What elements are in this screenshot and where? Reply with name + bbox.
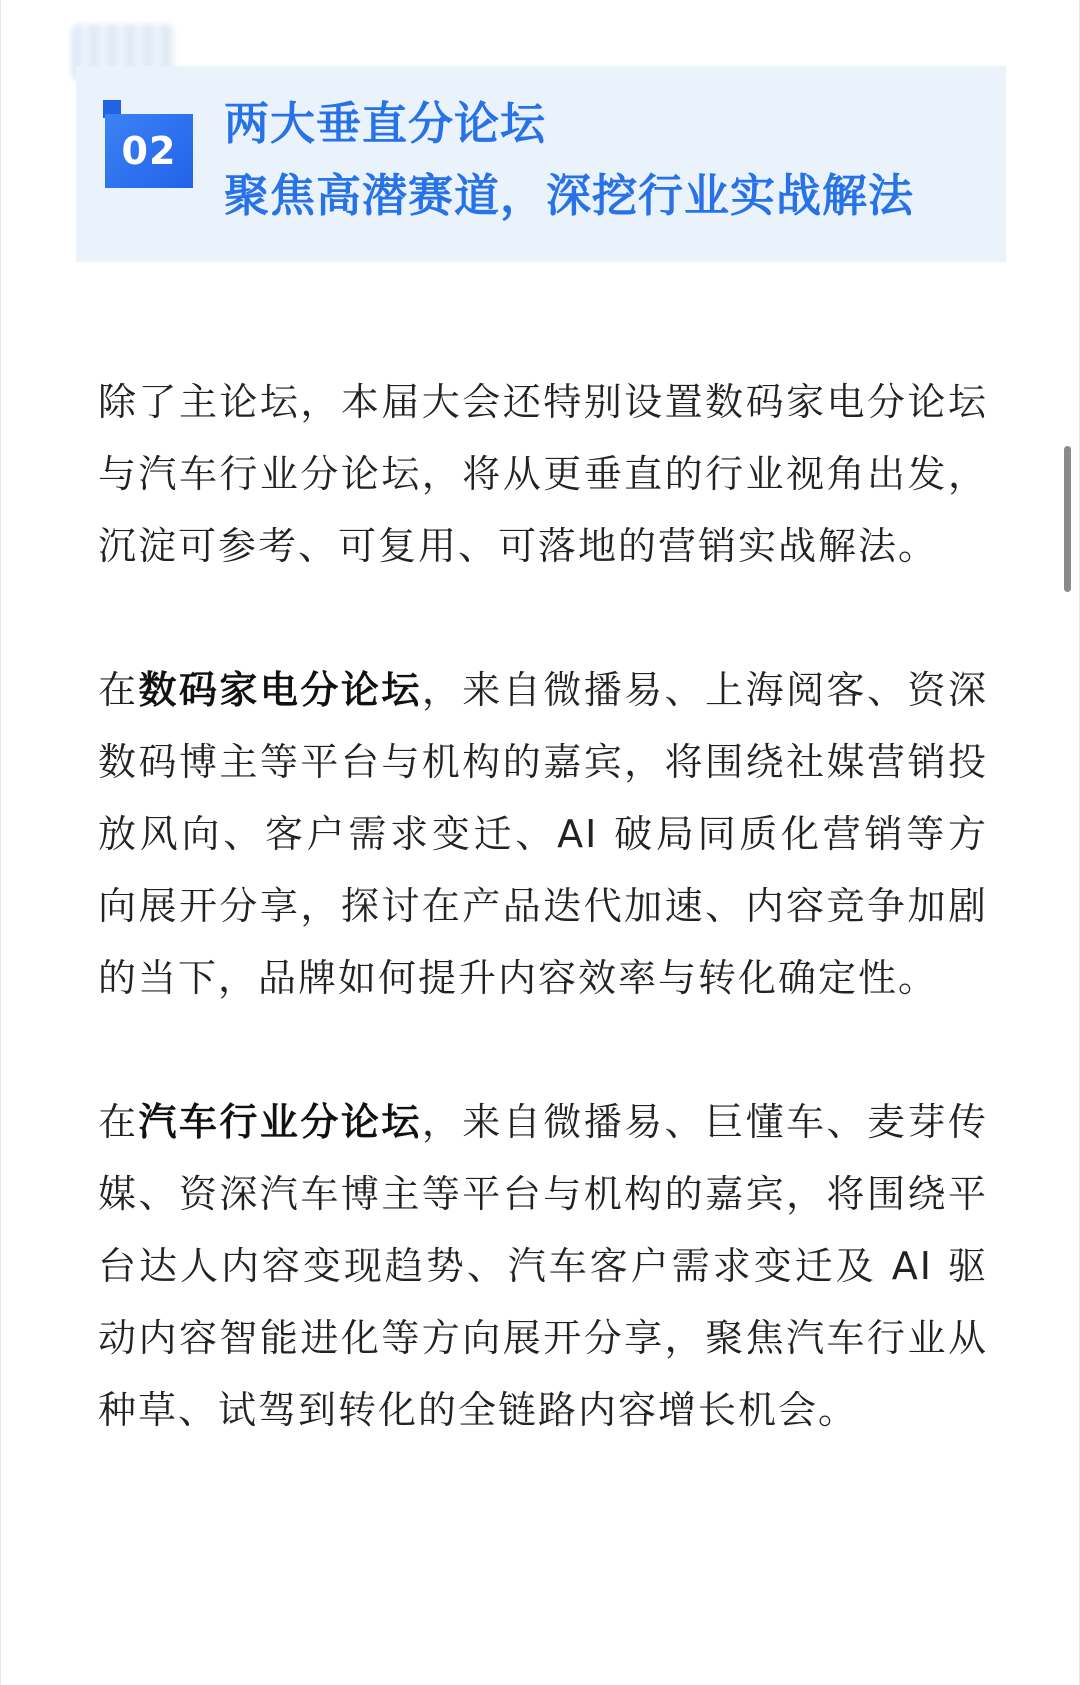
- section-titles: [224, 88, 914, 232]
- paragraph-text: ，来自微播易、上海阅客、资深数码博主等平台与机构的嘉宾，将围绕社媒营销投放风向、客户需求变迁、AI 破局同质化营销等方向展开分享，探讨在产品迭代加速、内容竞争加剧的当下，品牌如何提升内容效率与转化确定性。: [98, 668, 988, 1000]
- paragraph-digital-forum: [98, 654, 988, 1014]
- article-body: [98, 366, 988, 1518]
- scrollbar-thumb[interactable]: [1064, 446, 1071, 592]
- paragraph-auto-forum: [98, 1086, 988, 1446]
- digital-forum-name: 数码家电分论坛: [138, 668, 422, 712]
- auto-forum-name: 汽车行业分论坛: [138, 1100, 422, 1144]
- section-number-badge: [103, 100, 193, 188]
- section-subtitle: 聚焦高潜赛道，深挖行业实战解法: [224, 169, 915, 222]
- badge-number: 02: [105, 114, 193, 188]
- section-title: 两大垂直分论坛: [224, 97, 547, 150]
- paragraph-prefix: 在: [98, 668, 139, 712]
- paragraph-prefix: 在: [98, 1100, 139, 1144]
- paragraph-intro: 除了主论坛，本届大会还特别设置数码家电分论坛与汽车行业分论坛，将从更垂直的行业视角出发，沉淀可参考、可复用、可落地的营销实战解法。: [98, 380, 988, 568]
- section-header-card: [76, 66, 1006, 262]
- paragraph-text: ，来自微播易、巨懂车、麦芽传媒、资深汽车博主等平台与机构的嘉宾，将围绕平台达人内容变现趋势、汽车客户需求变迁及 AI 驱动内容智能进化等方向展开分享，聚焦汽车行业从种草、试驾到转化的全链路内容增长机会。: [98, 1100, 988, 1432]
